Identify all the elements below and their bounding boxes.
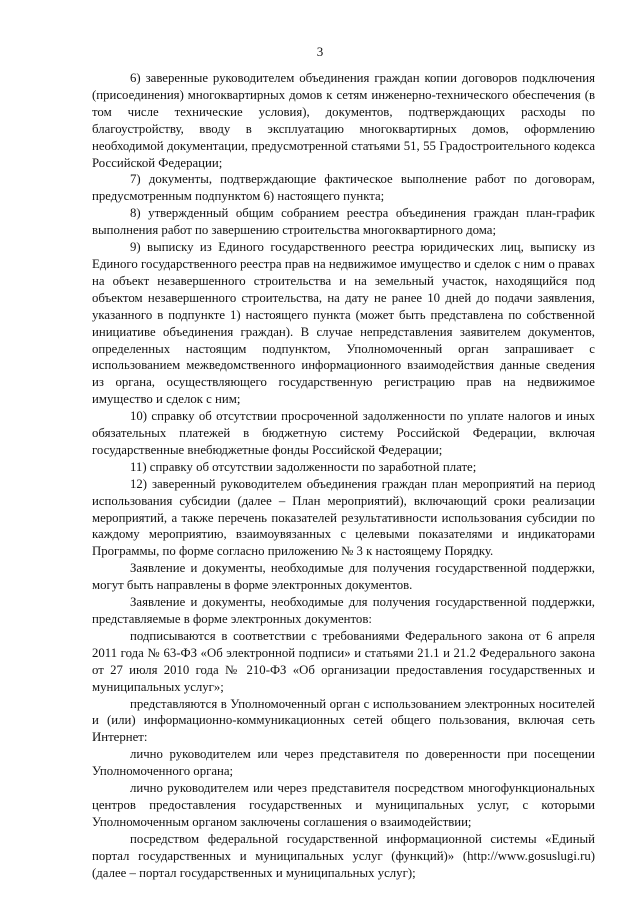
paragraph-in-person: лично руководителем или через представителя по доверенности при посещении Уполномоченного органа;	[92, 747, 595, 779]
paragraph-item-7: 7) документы, подтверждающие фактическое выполнение работ по договорам, предусмотренным подпунктом 6) настоящего пункта;	[92, 172, 595, 204]
paragraph-mfc: лично руководителем или через представителя посредством многофункциональных центров предоставления государственных и муниципальных услуг, с которыми Уполномоченным органом заключены соглашения о взаимодействии;	[92, 781, 595, 829]
document-body	[92, 70, 595, 882]
paragraph-signing-requirements: подписываются в соответствии с требованиями Федерального закона от 6 апреля 2011 года № 63-ФЗ «Об электронной подписи» и статьями 21.1 и 21.2 Федерального закона от 27 июля 2010 года № 210-ФЗ «Об организации предоставления государственных и муниципальных услуг»;	[92, 628, 595, 694]
paragraph-item-9: 9) выписку из Единого государственного реестра юридических лиц, выписку из Единого государственного реестра прав на недвижимое имущество и сделок с ним о правах на объект незавершенного строительства и на земельный участок, находящийся под объектом незавершенного строительства, на дату не ранее 10 дней до подачи заявления, указанного в подпункте 1) настоящего пункта (может быть представлена по собственной инициативе объединения граждан). В случае непредставления заявителем документов, определенных настоящим подпунктом, Уполномоченный орган запрашивает с использованием межведомственного информационного взаимодействия данные сведения из органа, осуществляющего государственную регистрацию прав на недвижимое имущество и сделок с ним;	[92, 240, 595, 407]
paragraph-gosuslugi-portal: посредством федеральной государственной информационной системы «Единый портал государственных и муниципальных услуг (функций)» (http://www.gosuslugi.ru) (далее – портал государственных и муниципальных услуг);	[92, 831, 595, 880]
paragraph-item-10: 10) справку об отсутствии просроченной задолженности по уплате налогов и иных обязательных платежей в бюджетную систему Российской Федерации, включая государственные внебюджетные фонды Российской Федерации;	[92, 409, 595, 457]
page-number: 3	[316, 44, 324, 59]
paragraph-item-12: 12) заверенный руководителем объединения граждан план мероприятий на период использования субсидии (далее – План мероприятий), включающий сроки реализации мероприятий, а также перечень показателей результативности использования субсидии по каждому мероприятию, взаимоувязанных с целевыми показателями и индикаторами Программы, по форме согласно приложению № 3 к настоящему Порядку.	[92, 476, 595, 559]
paragraph-submission-channels: представляются в Уполномоченный орган с использованием электронных носителей и (или) информационно-коммуникационных сетей общего пользования, включая сеть Интернет:	[92, 696, 595, 745]
paragraph-item-6: 6) заверенные руководителем объединения граждан копии договоров подключения (присоединения) многоквартирных домов к сетям инженерно-технического обеспечения (в том числе технические условия), документов, подтверждающих расходы по благоустройству, вводу в эксплуатацию многоквартирных домов, оформлению необходимой документации, предусмотренной статьями 51, 55 Градостроительного кодекса Российской Федерации;	[92, 71, 595, 170]
paragraph-item-11: 11) справку об отсутствии задолженности по заработной плате;	[130, 459, 477, 474]
paragraph-electronic-documents-intro: Заявление и документы, необходимые для получения государственной поддержки, представляемые в форме электронных документов:	[92, 595, 595, 626]
paragraph-item-8: 8) утвержденный общим собранием реестра объединения граждан план-график выполнения работ по завершению строительства многоквартирного дома;	[92, 206, 595, 238]
paragraph-electronic-submission: Заявление и документы, необходимые для получения государственной поддержки, могут быть направлены в форме электронных документов.	[92, 561, 595, 593]
